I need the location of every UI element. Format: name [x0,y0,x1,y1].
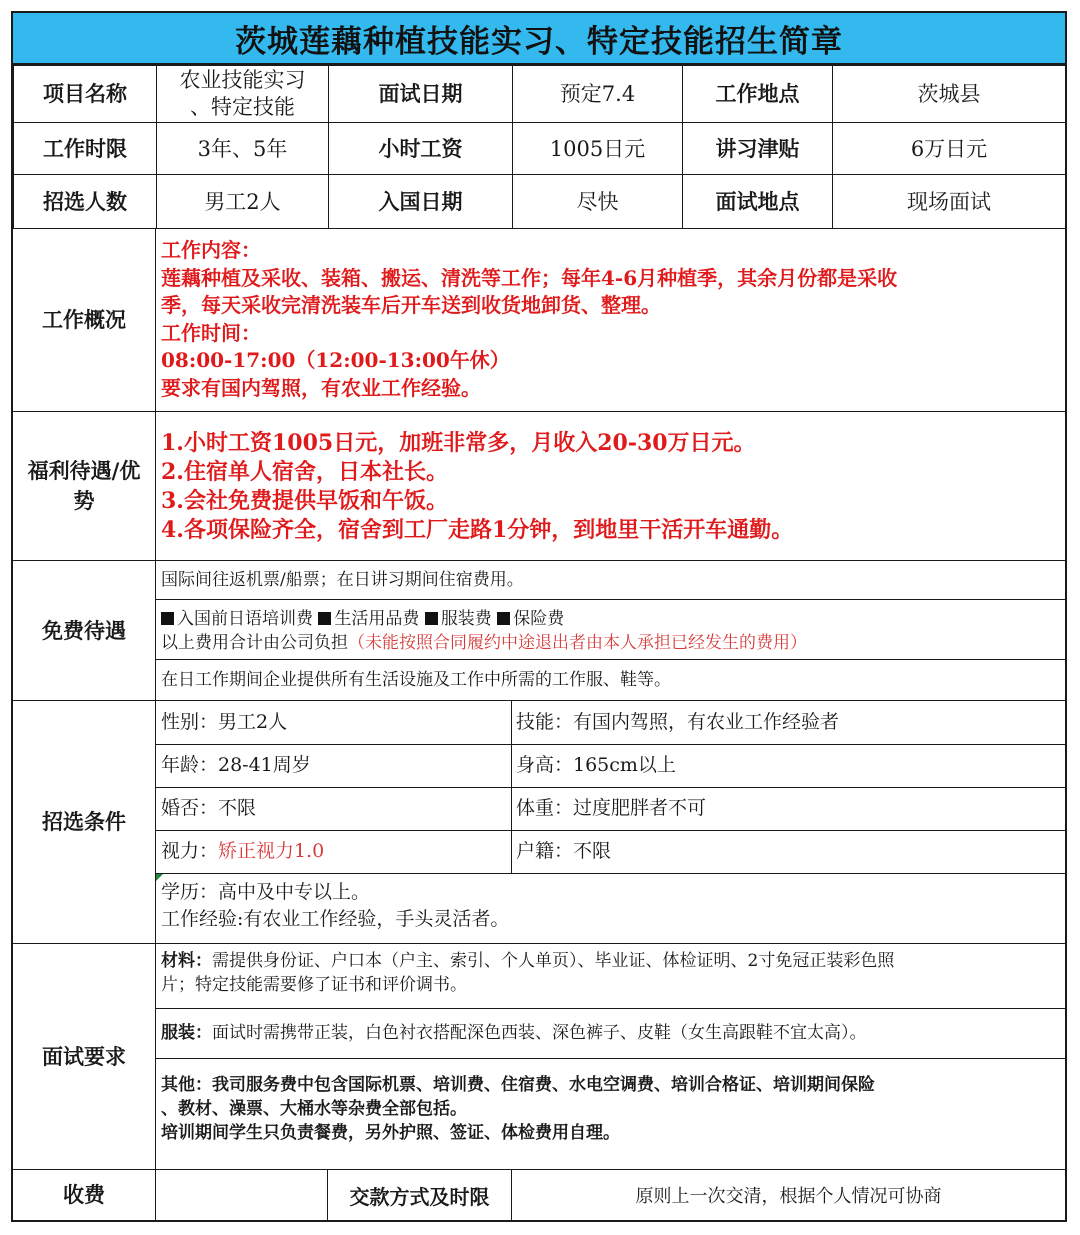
vision [156,831,512,873]
free-note-warning: （未能按照合同履约中途退出者由本人承担已经发生的费用） [348,633,807,653]
conditions-extra [156,873,1065,944]
free-note-text: 以上费用合计由公司负担 [161,633,348,653]
weight: 体重：过度肥胖者不可 [516,797,707,819]
work-location-label: 工作地点 [683,66,833,123]
page-title: 茨城莲藕种植技能实习、特定技能招生简章 [13,13,1065,65]
benefit-item: 1.小时工资1005日元，加班非常多，月收入20-30万日元。 [161,430,756,456]
experience: 工作经验:有农业工作经验，手头灵活者。 [161,908,510,930]
term-label: 工作时限 [14,123,157,175]
free-item: 保险费 [513,609,565,629]
fee-label: 收费 [13,1170,156,1220]
height: 身高：165cm以上 [516,754,676,776]
free-note [161,631,1065,655]
conditions-section [13,700,1065,943]
interview-section [13,943,1065,1169]
free-item: 入国前日语培训费 [177,609,313,629]
fee-value [156,1170,328,1220]
free-item: 服装费 [440,609,492,629]
hourly-wage-label: 小时工资 [329,123,513,175]
hukou: 户籍：不限 [516,840,612,862]
square-bullet-icon [425,612,438,625]
vision-label: 视力： [161,840,219,862]
materials-label: 材料： [161,951,212,971]
interview-place-value: 现场面试 [833,175,1066,229]
square-bullet-icon [318,612,331,625]
hourly-wage-value: 1005日元 [513,123,683,175]
overview-label: 工作概况 [13,229,156,411]
overview-line: 要求有国内驾照，有农业工作经验。 [161,375,481,400]
free-item: 生活用品费 [334,609,420,629]
project-value [157,66,329,123]
benefits-label-line1: 福利待遇/优 [27,458,141,483]
fee-section [13,1169,1065,1220]
free-body [156,561,1065,700]
benefits-body [156,412,1065,560]
fee-body [156,1170,1065,1220]
free-line1: 国际间往返机票/船票；在日讲习期间住宿费用。 [161,570,524,590]
overview-line: 08:00-17:00（12:00-13:00午休） [161,348,510,372]
term-value: 3年、5年 [157,123,329,175]
conditions-label: 招选条件 [13,701,156,943]
benefit-item: 2.住宿单人宿舍，日本社长。 [161,459,448,485]
interview-label: 面试要求 [13,944,156,1169]
free-section [13,560,1065,700]
free-line4: 在日工作期间企业提供所有生活设施及工作中所需的工作服、鞋等。 [156,659,1065,701]
interview-date-value: 预定7.4 [513,66,683,123]
info-row [14,66,1066,123]
free-label: 免费待遇 [13,561,156,700]
overview-line: 季，每天采收完清洗装车后开车送到收货地卸货、整理。 [161,293,661,317]
skill: 技能：有国内驾照，有农业工作经验者 [516,711,840,733]
project-label: 项目名称 [14,66,157,123]
payment-method-value: 原则上一次交清，根据个人情况可协商 [635,1186,942,1207]
headcount-value: 男工2人 [157,175,329,229]
project-value-line1: 农业技能实习 [179,68,306,92]
conditions-row [156,701,1065,744]
overview-line: 工作时间： [161,320,261,345]
entry-date-label: 入国日期 [329,175,513,229]
dress-label: 服装： [161,1023,212,1043]
cell-marker-icon [156,874,163,881]
benefit-item: 3.会社免费提供早饭和午饭。 [161,488,448,514]
project-value-line2: 、特定技能 [190,95,295,119]
dress [156,1008,1065,1058]
other [156,1058,1065,1170]
interview-body [156,944,1065,1169]
benefit-item: 4.各项保险齐全，宿舍到工厂走路1分钟，到地里干活开车通勤。 [161,517,794,543]
other-text: 、教材、澡票、大桶水等杂费全部包括。 [161,1099,467,1119]
benefits-label [13,412,156,560]
overview-line: 工作内容： [161,238,261,262]
square-bullet-icon [497,612,510,625]
overview-line: 莲藕种植及采收、装箱、搬运、清洗等工作；每年4-6月种植季，其余月份都是采收 [161,265,898,290]
gender: 性别：男工2人 [156,701,512,744]
recruitment-sheet [11,11,1067,1222]
headcount-label: 招选人数 [14,175,157,229]
allowance-value: 6万日元 [833,123,1066,175]
age: 年龄：28-41周岁 [156,745,512,787]
free-line2 [156,599,1065,659]
info-row [14,175,1066,229]
benefits-section [13,411,1065,560]
materials-text: 需提供身份证、户口本（户主、索引、个人单页）、毕业证、体检证明、2寸免冠正装彩色照 [212,951,895,971]
materials [156,944,1065,1008]
interview-date-label: 面试日期 [329,66,513,123]
free-items [161,607,1065,631]
overview-body [156,229,1065,411]
info-table [13,65,1066,229]
conditions-row [156,830,1065,873]
square-bullet-icon [161,612,174,625]
work-location-value: 茨城县 [833,66,1066,123]
other-text: 培训期间学生只负责餐费，另外护照、签证、体检费用自理。 [161,1123,620,1143]
conditions-row [156,744,1065,787]
interview-place-label: 面试地点 [683,175,833,229]
vision-value: 矫正视力1.0 [218,840,325,862]
overview-section [13,228,1065,411]
benefits-label-line2: 势 [73,488,95,513]
other-text: 其他：我司服务费中包含国际机票、培训费、住宿费、水电空调费、培训合格证、培训期间保险 [161,1075,875,1095]
conditions-body [156,701,1065,943]
info-row [14,123,1066,175]
materials-text: 片；特定技能需要修了证书和评价调书。 [161,975,467,995]
allowance-label: 讲习津贴 [683,123,833,175]
education: 学历：高中及中专以上。 [161,881,371,903]
dress-text: 面试时需携带正装，白色衬衣搭配深色西装、深色裤子、皮鞋（女生高跟鞋不宜太高）。 [212,1023,867,1043]
entry-date-value: 尽快 [513,175,683,229]
conditions-row [156,787,1065,830]
marital: 婚否：不限 [156,788,512,830]
payment-method-label: 交款方式及时限 [328,1170,512,1220]
